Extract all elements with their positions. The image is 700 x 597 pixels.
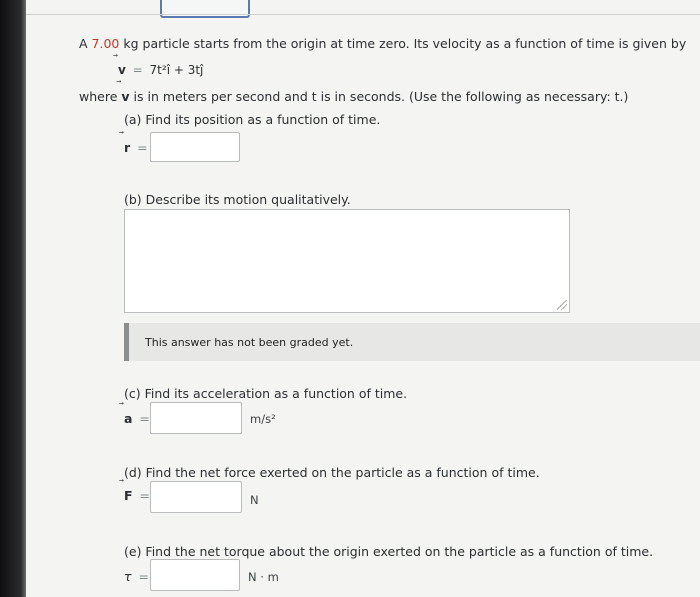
equals-sign: = — [139, 488, 151, 503]
equals-sign: = — [138, 569, 149, 584]
part-c-label: (c) Find its acceleration as a function of time. — [124, 386, 408, 401]
screen-bezel — [0, 0, 26, 597]
divider — [26, 14, 700, 15]
intro-word: A — [79, 36, 88, 51]
where-prefix: where — [79, 89, 118, 104]
velocity-equation — [118, 63, 203, 77]
resize-grip-icon[interactable] — [557, 300, 567, 310]
position-input[interactable] — [150, 132, 240, 162]
equals-sign: = — [132, 63, 143, 77]
force-symbol — [124, 488, 153, 503]
grading-status-text: This answer has not been graded yet. — [145, 336, 354, 349]
mass-value: 7.00 — [91, 36, 120, 51]
force-unit: N — [250, 493, 259, 507]
torque-input[interactable] — [150, 559, 240, 591]
torque-letter: τ — [124, 569, 132, 584]
acceleration-input[interactable] — [150, 402, 242, 434]
part-d-label: (d) Find the net force exerted on the particle as a function of time. — [124, 465, 540, 480]
grading-status-panel — [124, 323, 700, 361]
velocity-expression: 7t²î + 3tĵ — [149, 63, 204, 77]
where-line — [79, 89, 628, 104]
force-input[interactable] — [150, 481, 242, 513]
intro-rest: kg particle starts from the origin at time zero. Its velocity as a function of time is given by — [123, 36, 687, 51]
motion-description-textarea[interactable] — [124, 209, 570, 313]
position-vector: r — [124, 140, 131, 155]
part-a-label: (a) Find its position as a function of time. — [124, 112, 381, 127]
where-vector-symbol: v — [121, 89, 130, 104]
part-b-label: (b) Describe its motion qualitatively. — [124, 192, 351, 207]
where-rest: is in meters per second and t is in seconds. (Use the following as necessary: t.) — [133, 89, 629, 104]
previous-answer-box[interactable] — [160, 0, 250, 18]
part-e-label: (e) Find the net torque about the origin exerted on the particle as a function of time. — [124, 544, 654, 559]
acceleration-symbol — [124, 411, 153, 426]
torque-unit: N · m — [248, 570, 279, 584]
force-vector: F — [124, 488, 133, 503]
equals-sign: = — [139, 411, 150, 426]
equals-sign: = — [137, 140, 148, 155]
acceleration-unit: m/s² — [250, 412, 276, 426]
problem-statement — [79, 36, 686, 51]
acceleration-vector: a — [124, 411, 133, 426]
torque-symbol — [124, 569, 152, 584]
position-symbol — [124, 140, 151, 155]
velocity-vector-symbol: v — [118, 63, 126, 77]
